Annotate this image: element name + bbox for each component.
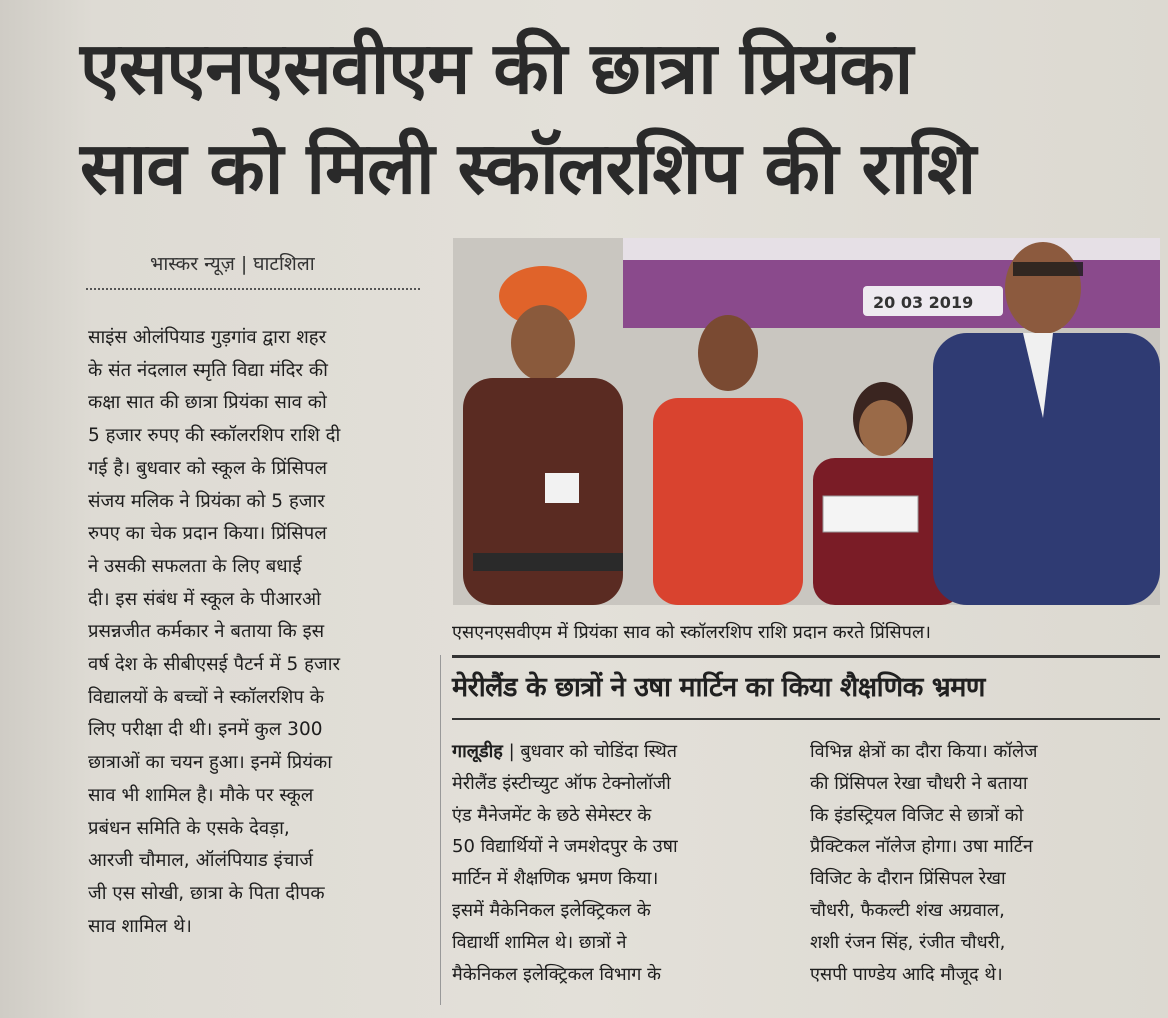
column-divider bbox=[440, 655, 441, 1005]
second-story-text-1: | बुधवार को चोडिंदा स्थित मेरीलैंड इंस्टीच्युट ऑफ टेक्नोलॉजी एंड मैनेजमेंट के छठे सेमेस्टर के 50 विद्यार्थियों ने जमशेदपुर के उषा मार्टिन में शैक्षणिक भ्रमण किया। इसमें मैकेनिकल इलेक्ट्रिकल के विद्यार्थी शामिल थे। छात्रों ने मैकेनिकल इलेक्ट्रिकल विभाग के bbox=[452, 741, 678, 985]
section-divider-bottom bbox=[452, 718, 1160, 720]
photo-illustration bbox=[453, 238, 1160, 605]
byline: भास्कर न्यूज़ | घाटशिला bbox=[150, 253, 315, 275]
dateline: गालूडीह bbox=[452, 741, 503, 762]
second-story-column-1 bbox=[452, 736, 782, 990]
cheque bbox=[823, 496, 918, 532]
byline-divider bbox=[86, 288, 420, 290]
section-divider-top bbox=[452, 655, 1160, 658]
main-headline bbox=[80, 18, 1160, 218]
second-story-column-2: विभिन्न क्षेत्रों का दौरा किया। कॉलेज की प्रिंसिपल रेखा चौधरी ने बताया कि इंडस्ट्रियल विजिट से छात्रों को प्रैक्टिकल नॉलेज होगा। उषा मार्टिन विजिट के दौरान प्रिंसिपल रेखा चौधरी, फैकल्टी शंख अग्रवाल, शशी रंजन सिंह, रंजीत चौधरी, एसपी पाण्डेय आदि मौजूद थे। bbox=[810, 741, 1038, 985]
banner-date: 20 03 2019 bbox=[873, 293, 974, 312]
second-story-headline: मेरीलैंड के छात्रों ने उषा मार्टिन का किया शैक्षणिक भ्रमण bbox=[452, 672, 985, 703]
person-center bbox=[653, 398, 803, 605]
photo-caption: एसएनएसवीएम में प्रियंका साव को स्कॉलरशिप राशि प्रदान करते प्रिंसिपल। bbox=[452, 622, 931, 643]
story-body: साइंस ओलंपियाड गुड़गांव द्वारा शहर के संत नंदलाल स्मृति विद्या मंदिर की कक्षा सात की छात्रा प्रियंका साव को 5 हजार रुपए की स्कॉलरशिप राशि दी गई है। बुधवार को स्कूल के प्रिंसिपल संजय मलिक ने प्रियंका को 5 हजार रुपए का चेक प्रदान किया। प्रिंसिपल ने उसकी सफलता के लिए बधाई दी। इस संबंध में स्कूल के पीआरओ प्रसन्नजीत कर्मकार ने बताया कि इस वर्ष देश के सीबीएसई पैटर्न में 5 हजार विद्यालयों के बच्चों ने स्कॉलरशिप के लिए परीक्षा दी थी। इनमें कुल 300 छात्राओं का चयन हुआ। इनमें प्रियंका साव भी शामिल है। मौके पर स्कूल प्रबंधन समिति के एसके देवड़ा, आरजी चौमाल, ऑलंपियाड इंचार्ज जी एस सोखी, छात्रा के पिता दीपक साव शामिल थे। bbox=[88, 327, 341, 937]
headline-line-2: साव को मिली स्कॉलरशिप की राशि bbox=[80, 126, 976, 210]
news-photo bbox=[453, 238, 1160, 605]
headline-line-1: एसएनएसवीएम की छात्रा प्रियंका bbox=[80, 26, 913, 110]
